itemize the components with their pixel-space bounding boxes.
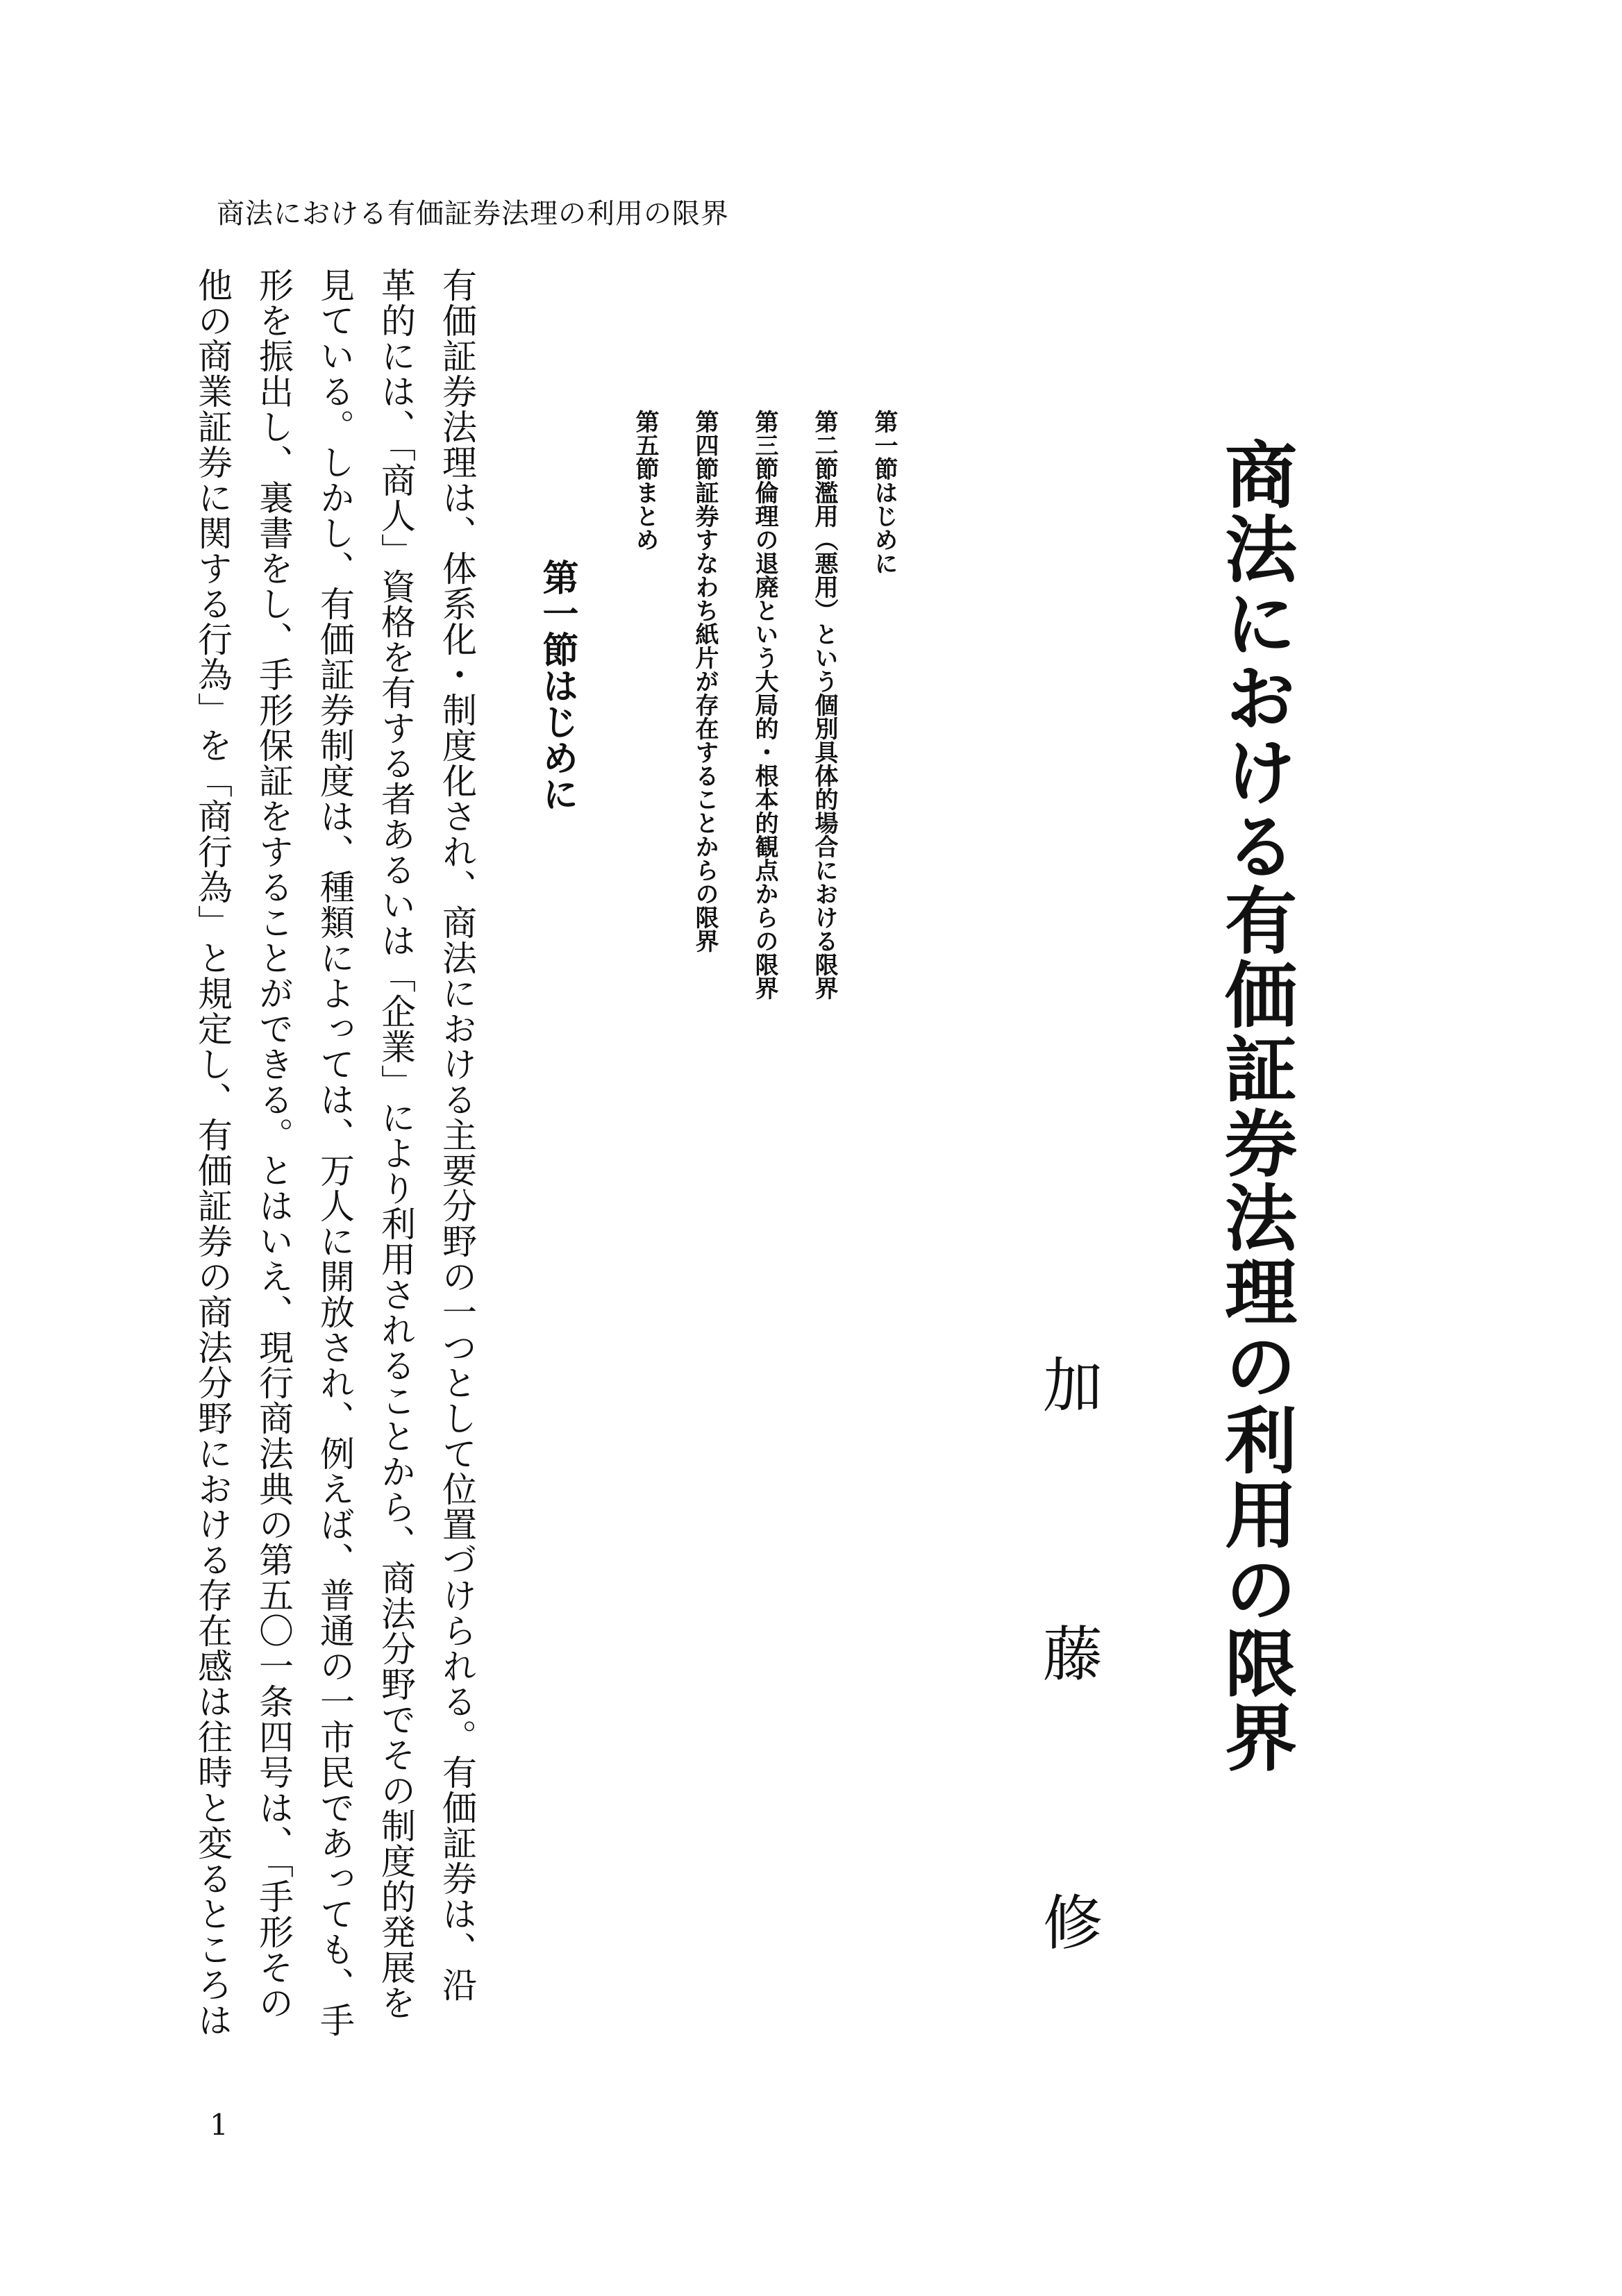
- toc-item-title: 証券すなわち紙片が存在することからの限界: [691, 480, 719, 953]
- body-line: 見ている。しかし、有価証券制度は、種類によっては、万人に開放され、例えば、普通の一市民であっても、手: [315, 267, 355, 2038]
- author-char: 修: [1032, 1891, 1102, 1951]
- body-text: [182, 267, 487, 2072]
- body-line: 形を振出し、裏書をし、手形保証をすることができる。とはいえ、現行商法典の第五〇一条四号は、「手形その: [253, 267, 294, 2020]
- running-header: 商法における有価証券法理の利用の限界: [217, 198, 729, 230]
- toc-item-title: 倫理の退廃という大局的・根本的観点からの限界: [751, 480, 778, 1000]
- body-line: 革的には、「商人」資格を有する者あるいは「企業」により利用されることから、商法分野でその制度的発展を: [376, 267, 416, 2020]
- section-heading-number: 第一節: [536, 559, 578, 667]
- toc-item[interactable]: [625, 410, 685, 1173]
- section-heading-title: はじめに: [536, 667, 578, 812]
- toc-item-number: 第四節: [691, 410, 719, 480]
- toc-item-number: 第五節: [631, 410, 659, 480]
- body-line: 有価証券法理は、体系化・制度化され、商法における主要分野の一つとして位置づけられる。有価証券は、沿: [437, 267, 477, 2002]
- page-number: 1: [210, 2108, 228, 2142]
- table-of-contents: [631, 410, 923, 1173]
- toc-item-number: 第二節: [810, 410, 838, 480]
- section-heading: [535, 559, 607, 812]
- toc-item[interactable]: [685, 410, 744, 1173]
- toc-item[interactable]: [744, 410, 804, 1173]
- toc-item-number: 第一節: [870, 410, 898, 480]
- toc-item-title: はじめに: [870, 480, 898, 575]
- toc-item-number: 第三節: [751, 410, 778, 480]
- toc-item[interactable]: [864, 410, 923, 1173]
- article-title: 商法における有価証券法理の利用の限界: [1212, 437, 1298, 1775]
- author-char: 藤: [1032, 1623, 1102, 1682]
- author-char: 加: [1032, 1354, 1102, 1414]
- toc-item[interactable]: [804, 410, 864, 1173]
- author-name: [1029, 1354, 1105, 1951]
- toc-item-title: まとめ: [631, 480, 659, 551]
- toc-item-title: 濫用（悪用）という個別具体的場合における限界: [810, 480, 838, 1000]
- body-line: 他の商業証券に関する行為」を「商行為」と規定し、有価証券の商法分野における存在感は往時と変るところは: [192, 267, 233, 2038]
